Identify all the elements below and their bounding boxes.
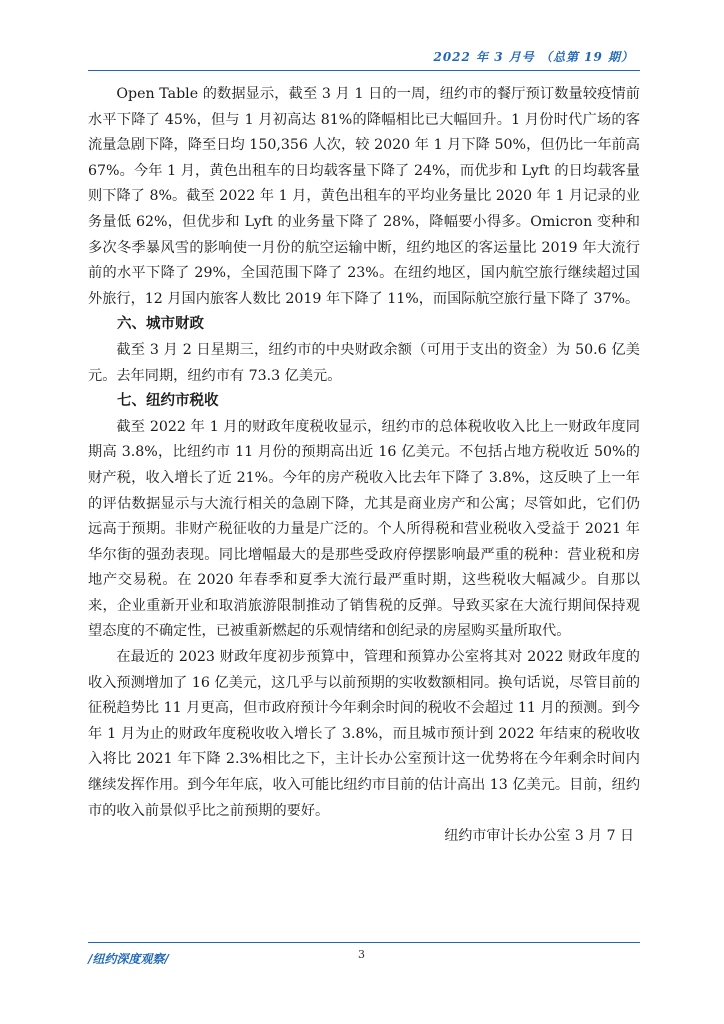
tax-paragraph-2: 在最近的 2023 财政年度初步预算中，管理和预算办公室将其对 2022 财政年度的收入预测增加了 16 亿美元，这几乎与以前预期的实收数额相同。换句话说，尽管目前的征税趋势比 11 月更高，但市政府预计今年剩余时间的税收不会超过 11 月的预测。到今年 1 月为止的财政年度税收收入增长了 3.8%，而且城市预计到 2022 年结束的税收收入将比 2021 年下降 2.3%相比之下，主计长办公室预计这一优势将在今年剩余时间内继续发挥作用。到今年年底，收入可能比纽约市目前的估计高出 13 亿美元。目前，纽约市的收入前景似乎比之前预期的要好。 (88, 649, 641, 819)
transport-paragraph: Open Table 的数据显示，截至 3 月 1 日的一周，纽约市的餐厅预订数量较疫情前水平下降了 45%，但与 1 月初高达 81%的降幅相比已大幅回升。1 月份时代广场的客流量急剧下降，降至日均 150,356 人次，较 2020 年 1 月下降 50%，但仍比一年前高 67%。今年 1 月，黄色出租车的日均载客量下降了 24%，而优步和 Lyft 的日均载客量则下降了 8%。截至 2022 年 1 月，黄色出租车的平均业务量比 2020 年 1 月记录的业务量低 62%，但优步和 Lyft 的业务量下降了 28%，降幅要小得多。Omicron 变种和多次冬季暴风雪的影响使一月份的航空运输中断，纽约地区的客运量比 2019 年大流行前的水平下降了 29%，全国范围下降了 23%。在纽约地区，国内航空旅行继续超过国外旅行，12 月国内旅客人数比 2019 年下降了 11%，而国际航空旅行量下降了 37%。 (88, 86, 640, 307)
tax-paragraph-1: 截至 2022 年 1 月的财政年度税收显示，纽约市的总体税收收入比上一财政年度同期高 3.8%，比纽约市 11 月份的预期高出近 16 亿美元。不包括占地方税收近 50%的财产税，收入增长了近 21%。今年的房产税收入比去年下降了 3.8%，这反映了上一年的评估数据显示与大流行相关的急剧下降，尤其是商业房产和公寓；尽管如此，它们仍远高于预期。非财产税征收的力量是广泛的。个人所得税和营业税收入受益于 2021 年华尔街的强劲表现。同比增幅最大的是那些受政府停摆影响最严重的税种：营业税和房地产交易税。在 2020 年春季和夏季大流行最严重时期，这些税收大幅减少。自那以来，企业重新开业和取消旅游限制推动了销售税的反弹。导致买家在大流行期间保持观望态度的不确定性，已被重新燃起的乐观情绪和创纪录的房屋购买量所取代。 (88, 418, 640, 640)
page-number: 3 (358, 948, 365, 961)
header-divider (88, 70, 640, 71)
footer-divider (88, 942, 640, 943)
document-body (88, 82, 640, 850)
finance-heading: 六、城市财政 (117, 316, 204, 333)
issue-header: 2022 年 3 月号 （总第 19 期） (433, 50, 634, 64)
finance-paragraph: 截至 3 月 2 日星期三，纽约市的中央财政余额（可用于支出的资金）为 50.6 亿美元。去年同期，纽约市有 73.3 亿美元。 (88, 341, 640, 384)
signature-line: 纽约市审计长办公室 3 月 7 日 (444, 828, 634, 845)
footer-label: /纽约深度观察/ (88, 952, 169, 966)
tax-heading: 七、纽约市税收 (117, 393, 219, 410)
